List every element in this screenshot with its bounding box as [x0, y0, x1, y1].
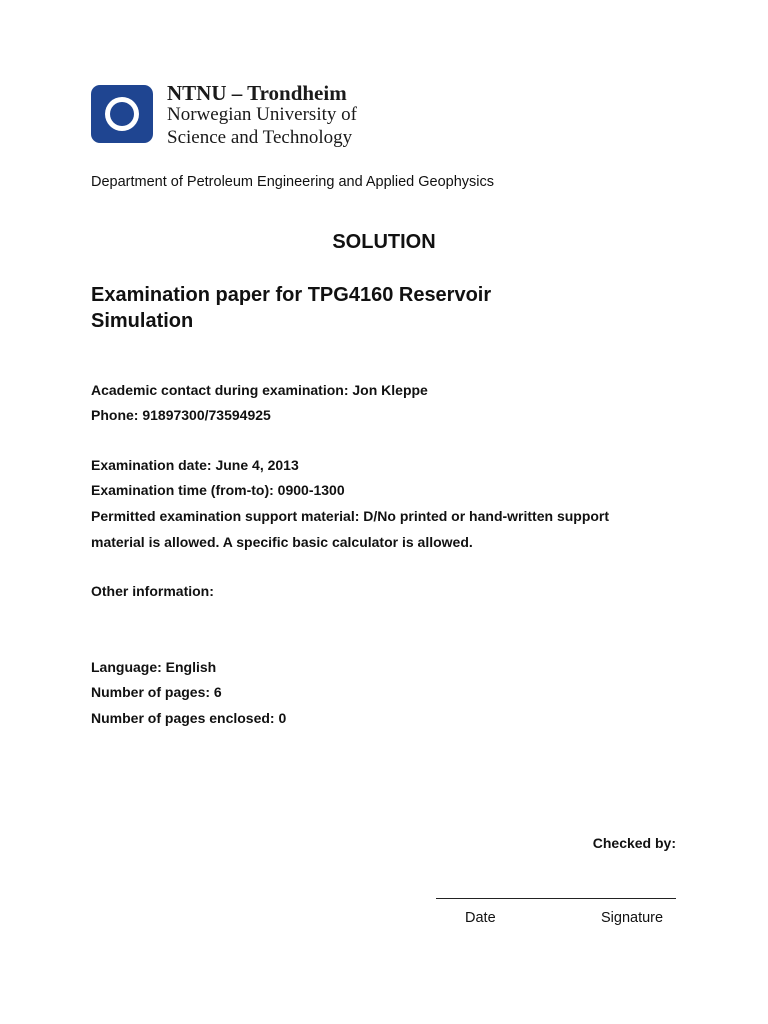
checked-by-label: Checked by: — [592, 835, 676, 851]
ntnu-logo-icon — [91, 85, 153, 143]
exam-title-line2: Simulation — [91, 310, 194, 332]
signature-label: Signature — [601, 910, 664, 926]
exam-time: Examination time (from-to): 0900-1300 — [91, 482, 345, 498]
language: Language: English — [91, 659, 217, 675]
support-material-line1: Permitted examination support material: D/No printed or hand-written support — [91, 508, 610, 524]
solution-heading: SOLUTION — [332, 231, 436, 253]
support-material-line2: material is allowed. A specific basic calculator is allowed. — [91, 534, 473, 550]
logo-ring — [105, 97, 139, 131]
pages-enclosed: Number of pages enclosed: 0 — [91, 710, 287, 726]
exam-title — [91, 282, 611, 334]
date-label: Date — [465, 910, 496, 926]
logo-dot — [110, 102, 134, 126]
exam-date: Examination date: June 4, 2013 — [91, 457, 299, 473]
department-name: Department of Petroleum Engineering and Applied Geophysics — [91, 174, 495, 190]
contact-phone: Phone: 91897300/73594925 — [91, 407, 271, 423]
number-of-pages: Number of pages: 6 — [91, 684, 222, 700]
other-information: Other information: — [91, 583, 214, 599]
signature-line — [436, 898, 676, 899]
institution-subtitle-line1: Norwegian University of — [167, 104, 357, 125]
exam-title-line1: Examination paper for TPG4160 Reservoir — [91, 284, 492, 306]
academic-contact: Academic contact during examination: Jon Kleppe — [91, 382, 428, 398]
institution-subtitle-line2: Science and Technology — [167, 127, 353, 148]
institution-name: NTNU – Trondheim — [167, 81, 347, 105]
